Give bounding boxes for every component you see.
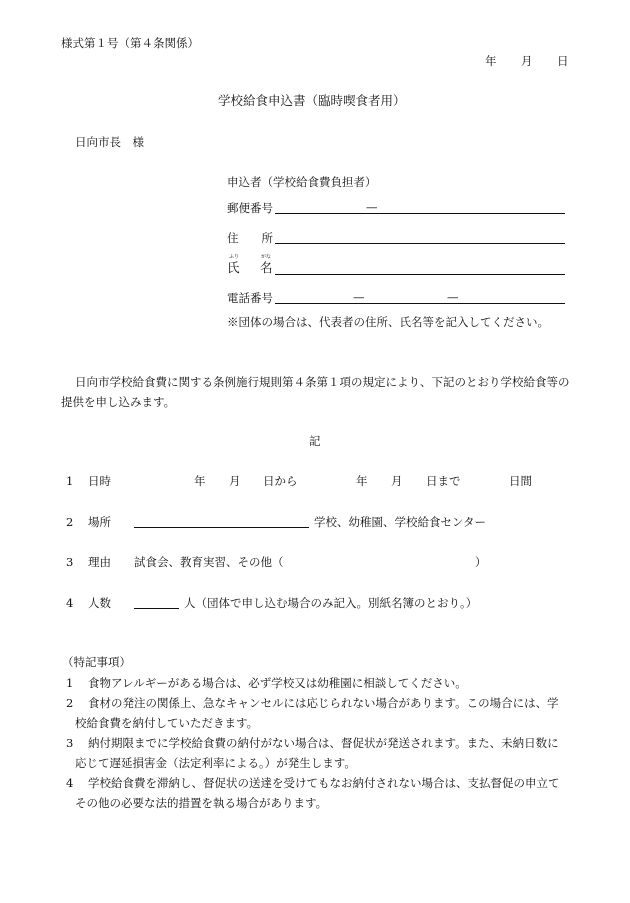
item1-num: 1 [66, 474, 74, 488]
form-id: 様式第１号（第４条関係） [61, 36, 199, 50]
item2-suffix: 学校、幼稚園、学校給食センター [314, 515, 487, 529]
item4-label: 人数 [88, 596, 111, 610]
note3-num: 3 [66, 736, 74, 750]
note2-text-b: 校給食費を納付していただきます。 [75, 716, 259, 730]
item4-field-line[interactable] [134, 608, 179, 609]
note2-text-a: 食材の発注の関係上、急なキャンセルには応じられない場合があります。この場合には、学 [88, 696, 559, 710]
note2-num: 2 [66, 696, 74, 710]
applicant-heading: 申込者（学校給食費負担者） [227, 175, 377, 189]
date-month-label: 月 [521, 54, 533, 68]
postal-label: 郵便番号 [227, 201, 273, 215]
item2-field-line[interactable] [134, 527, 309, 528]
item1-label: 日時 [88, 474, 111, 488]
phone-field-line[interactable] [275, 303, 565, 304]
note1-text: 食物アレルギーがある場合は、必ず学校又は幼稚園に相談してください。 [88, 676, 467, 690]
item1-to-month: 月 [391, 474, 403, 488]
group-note: ※団体の場合は、代表者の住所、氏名等を記入してください。 [227, 315, 549, 329]
note4-text-a: 学校給食費を滞納し、督促状の送達を受けてもなお納付されない場合は、支払督促の申立て [88, 776, 560, 790]
item1-to-day: 日まで [426, 474, 461, 488]
item4-suffix: 人（団体で申し込む場合のみ記入。別紙名簿のとおり。） [184, 596, 478, 610]
item2-label: 場所 [88, 515, 111, 529]
item3-label: 理由 [88, 555, 111, 569]
phone-dash-2: — [447, 290, 459, 304]
address-field-line[interactable] [275, 243, 565, 244]
note4-text-b: その他の必要な法的措置を執る場合があります。 [75, 796, 328, 810]
document-title: 学校給食申込書（臨時喫食者用） [218, 93, 406, 108]
item3-num: 3 [66, 555, 74, 569]
name-label-2: 名 [260, 260, 273, 275]
name-ruby-1: ふり [229, 254, 240, 260]
name-label-1: 氏 [227, 260, 240, 275]
notes-heading: （特記事項） [62, 655, 131, 669]
item1-from-year: 年 [194, 474, 206, 488]
name-ruby-2: がな [261, 254, 272, 260]
note1-num: 1 [66, 676, 74, 690]
item1-to-year: 年 [356, 474, 368, 488]
addressee: 日向市長 様 [75, 135, 144, 149]
note4-num: 4 [66, 776, 74, 790]
postal-dash: — [366, 200, 378, 214]
ki-marker: 記 [309, 434, 321, 448]
address-label: 住 所 [227, 231, 273, 245]
phone-label: 電話番号 [227, 291, 273, 305]
note3-text-b: 応じて遅延損害金（法定利率による。）が発生します。 [75, 756, 356, 770]
item1-from-day: 日から [263, 474, 298, 488]
name-field-line[interactable] [275, 274, 565, 275]
date-year-label: 年 [485, 54, 497, 68]
item3-text: 試食会、教育実習、その他（ [134, 555, 284, 569]
item1-from-month: 月 [229, 474, 241, 488]
date-day-label: 日 [557, 54, 569, 68]
item4-num: 4 [66, 596, 74, 610]
postal-field-line[interactable] [275, 213, 565, 214]
note3-text-a: 納付期限までに学校給食費の納付がない場合は、督促状が発送されます。また、未納日数に [88, 736, 559, 750]
item2-num: 2 [66, 515, 74, 529]
item1-days: 日間 [509, 474, 532, 488]
phone-dash-1: — [353, 290, 365, 304]
body-text: 日向市学校給食費に関する条例施行規則第４条第１項の規定により、下記のとおり学校給食等の提供を申し込みます。 [61, 375, 570, 409]
item3-close: ） [475, 555, 487, 569]
